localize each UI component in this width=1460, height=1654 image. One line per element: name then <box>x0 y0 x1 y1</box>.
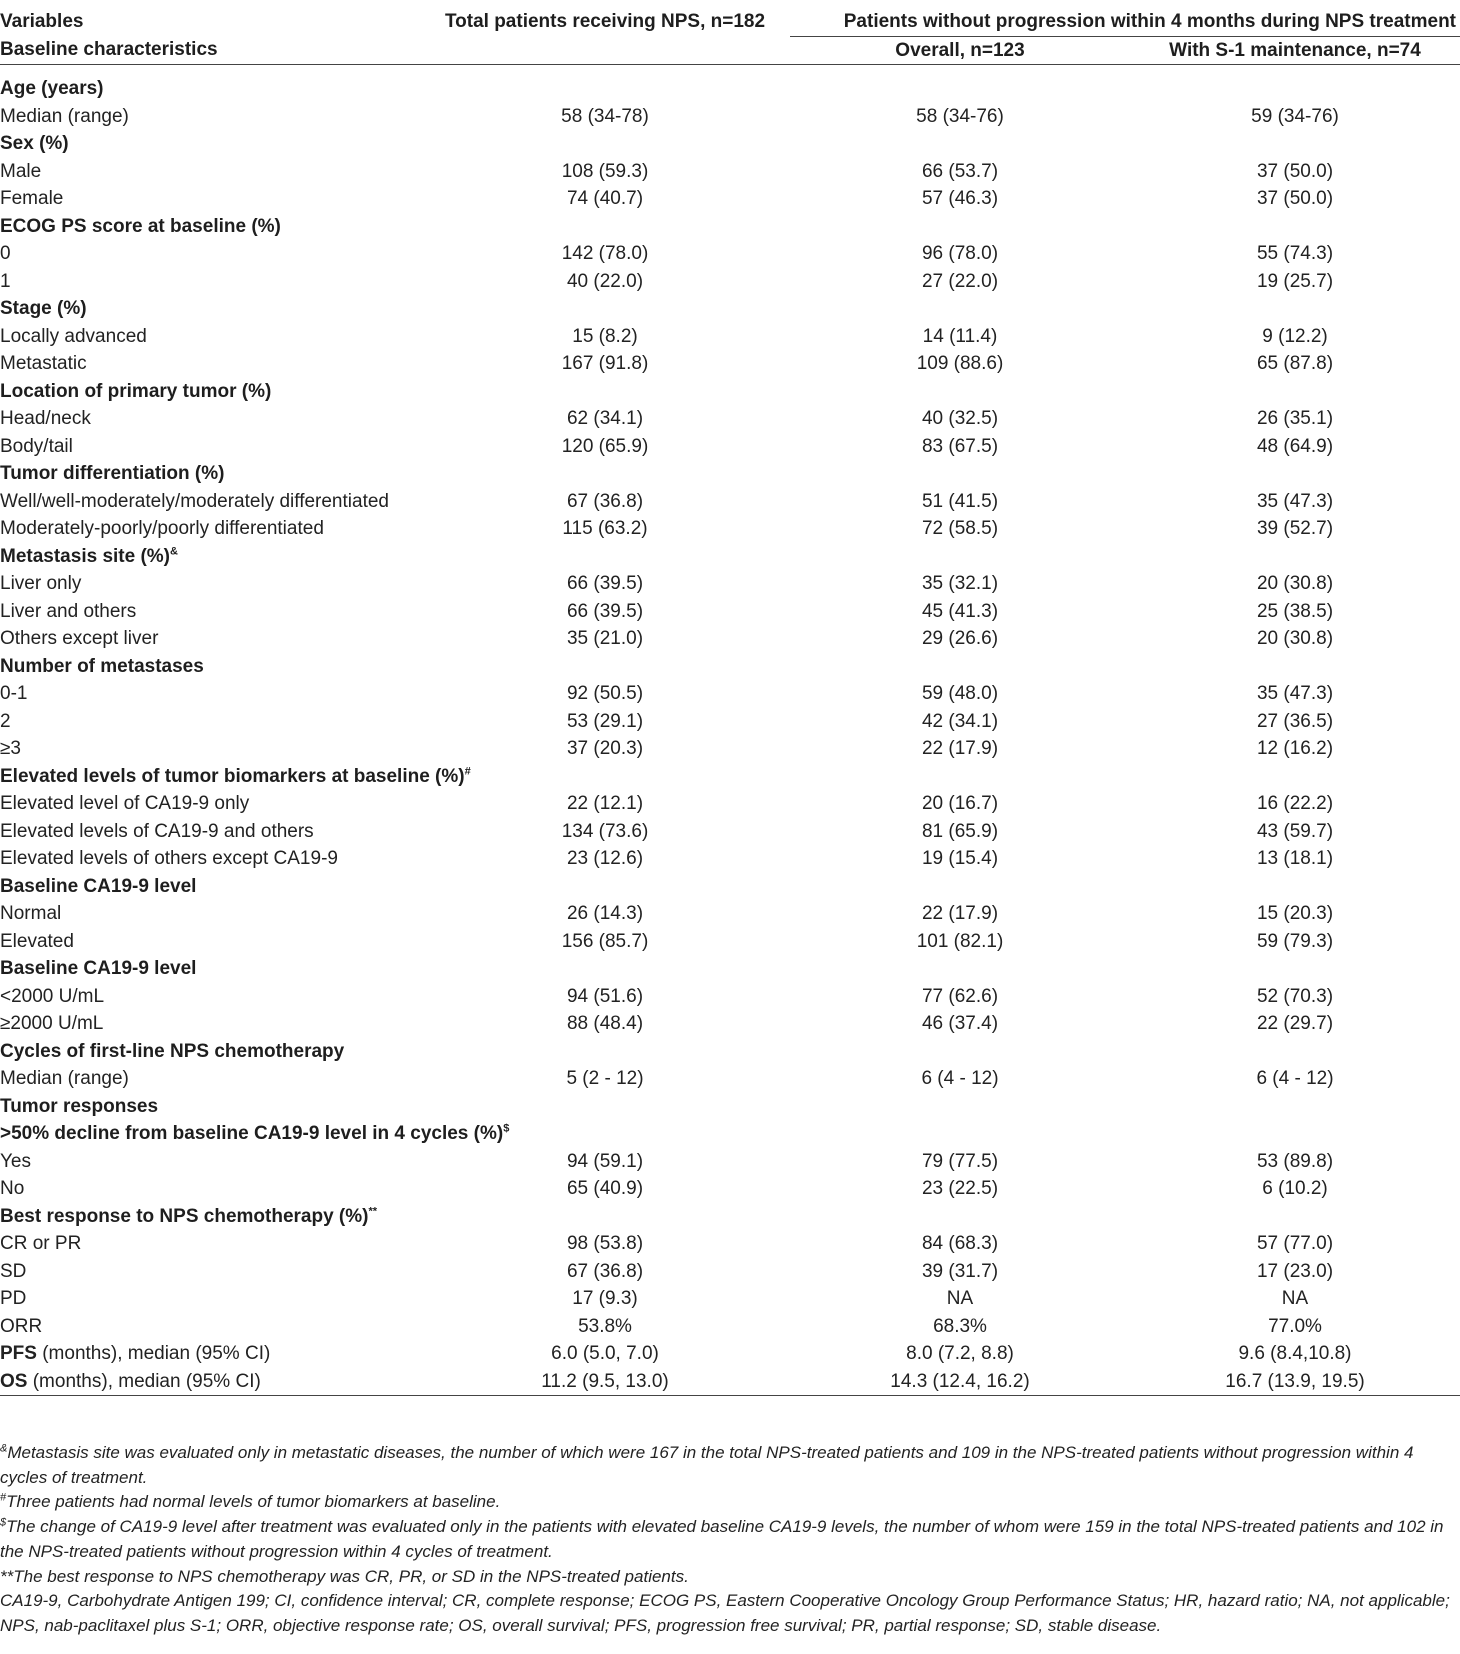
overall-value: 84 (68.3) <box>921 1233 999 1254</box>
table-row <box>0 1148 1460 1176</box>
section-row <box>0 213 1460 241</box>
overall-value: 57 (46.3) <box>921 188 999 209</box>
section-row <box>0 543 1460 571</box>
row-label: Head/neck <box>0 408 91 429</box>
section-label: Baseline CA19-9 level <box>0 958 197 979</box>
row-label <box>0 1340 420 1368</box>
section-label: Sex (%) <box>0 133 69 154</box>
section-row <box>0 873 1460 901</box>
table-row <box>0 350 1460 378</box>
s1-value: 13 (18.1) <box>1256 848 1334 869</box>
section-label: Number of metastases <box>0 655 204 677</box>
section-label: Age (years) <box>0 78 104 99</box>
table-row <box>0 1065 1460 1093</box>
s1-value: 6 (4 - 12) <box>1256 1068 1334 1089</box>
overall-value: 68.3% <box>933 1315 987 1337</box>
table-row <box>0 845 1460 873</box>
row-label: Well/well-moderately/moderately differentiated <box>0 490 389 512</box>
total-value: 40 (22.0) <box>566 270 644 292</box>
s1-value: 55 (74.3) <box>1256 243 1334 264</box>
table-row <box>0 103 1460 131</box>
s1-value: 26 (35.1) <box>1256 408 1334 429</box>
total-value: 53 (29.1) <box>566 710 644 732</box>
footnote-text: Three patients had normal levels of tumor biomarkers at baseline. <box>6 1492 501 1512</box>
table-row <box>0 680 1460 708</box>
overall-value: 66 (53.7) <box>921 160 999 182</box>
overall-value: 79 (77.5) <box>921 1150 999 1172</box>
total-value: 66 (39.5) <box>566 573 644 594</box>
s1-value: 12 (16.2) <box>1256 738 1334 759</box>
total-value: 37 (20.3) <box>566 738 644 759</box>
row-label: 1 <box>0 270 11 292</box>
section-label: ECOG PS score at baseline (%) <box>0 215 281 237</box>
table-body <box>0 75 1460 1396</box>
footnote <box>0 1589 1460 1638</box>
overall-value: 27 (22.0) <box>921 270 999 292</box>
s1-value: 16 (22.2) <box>1256 793 1334 814</box>
overall-value: 42 (34.1) <box>921 710 999 732</box>
overall-value: 96 (78.0) <box>921 243 999 264</box>
overall-value: 59 (48.0) <box>921 683 999 704</box>
total-value: 94 (51.6) <box>566 985 644 1007</box>
table-row <box>0 1258 1460 1286</box>
s1-value: 20 (30.8) <box>1256 573 1334 594</box>
table-row <box>0 1230 1460 1258</box>
section-label: Location of primary tumor (%) <box>0 380 272 402</box>
s1-value: 20 (30.8) <box>1256 628 1334 649</box>
s1-value: 43 (59.7) <box>1256 820 1334 842</box>
section-row <box>0 763 1460 791</box>
overall-value: 14 (11.4) <box>922 325 998 347</box>
header-empty <box>420 36 790 65</box>
total-value: 108 (59.3) <box>561 160 649 182</box>
row-label: Liver and others <box>0 600 137 622</box>
row-label: Female <box>0 188 64 209</box>
s1-value: 52 (70.3) <box>1256 985 1334 1007</box>
footnote <box>0 1515 1460 1564</box>
total-value: 94 (59.1) <box>566 1150 644 1172</box>
row-label-rest: (months), median (95% CI) <box>36 1343 271 1364</box>
header-without-progression: Patients without progression within 4 months during NPS treatment <box>843 11 1457 32</box>
table-row <box>0 790 1460 818</box>
section-row <box>0 460 1460 488</box>
table-row <box>0 240 1460 268</box>
section-row <box>0 75 1460 103</box>
section-label: Elevated levels of tumor biomarkers at baseline (%)# <box>0 765 471 787</box>
header-total: Total patients receiving NPS, n=182 <box>444 11 766 33</box>
s1-value: 9.6 (8.4,10.8) <box>1238 1343 1352 1364</box>
total-value: 74 (40.7) <box>566 188 644 209</box>
row-label: Normal <box>0 903 62 924</box>
total-value: 62 (34.1) <box>566 408 644 429</box>
row-label: Metastatic <box>0 353 87 374</box>
table-row <box>0 1285 1460 1313</box>
row-label-bold: OS <box>0 1370 28 1392</box>
total-value: 5 (2 - 12) <box>566 1068 644 1089</box>
footnote-text: Metastasis site was evaluated only in metastatic diseases, the number of which were 167 in the total NPS-treated patients and 109 in the NPS-treated patients without progression within 4 cycles of treatment. <box>0 1443 1414 1487</box>
total-value: 98 (53.8) <box>566 1233 644 1254</box>
total-value: 53.8% <box>578 1315 632 1337</box>
header-s1-maintenance: With S-1 maintenance, n=74 <box>1130 36 1460 65</box>
table-row <box>0 1340 1460 1368</box>
table-row <box>0 735 1460 763</box>
s1-value: 16.7 (13.9, 19.5) <box>1130 1368 1460 1396</box>
overall-value: 109 (88.6) <box>916 353 1004 374</box>
overall-value: 8.0 (7.2, 8.8) <box>906 1343 1014 1364</box>
table-row <box>0 708 1460 736</box>
footnote-marker: # <box>464 765 471 778</box>
total-value: 156 (85.7) <box>561 930 649 952</box>
header-overall: Overall, n=123 <box>790 36 1130 65</box>
total-value: 35 (21.0) <box>566 628 644 649</box>
s1-value: 37 (50.0) <box>1256 160 1334 182</box>
table-row <box>0 515 1460 543</box>
row-label: Median (range) <box>0 105 129 127</box>
section-row <box>0 1120 1460 1148</box>
overall-value: 77 (62.6) <box>921 985 999 1007</box>
row-label <box>0 1368 420 1396</box>
section-row <box>0 1038 1460 1066</box>
row-label: Elevated levels of CA19-9 and others <box>0 820 314 842</box>
header-baseline: Baseline characteristics <box>0 36 420 65</box>
overall-value: 45 (41.3) <box>921 600 999 622</box>
total-value: 65 (40.9) <box>566 1178 644 1199</box>
row-label: <2000 U/mL <box>0 985 105 1007</box>
total-value: 120 (65.9) <box>561 435 649 457</box>
overall-value: 101 (82.1) <box>916 930 1004 952</box>
row-label: CR or PR <box>0 1233 82 1254</box>
section-row <box>0 1203 1460 1231</box>
s1-value: 59 (79.3) <box>1256 930 1334 952</box>
table-row <box>0 1010 1460 1038</box>
row-label: 0 <box>0 243 11 264</box>
row-label: ≥2000 U/mL <box>0 1013 104 1034</box>
total-value: 142 (78.0) <box>561 243 649 264</box>
section-label: Metastasis site (%)& <box>0 545 178 567</box>
footnote <box>0 1565 1460 1590</box>
s1-value: 37 (50.0) <box>1256 188 1334 209</box>
s1-value: 17 (23.0) <box>1256 1260 1334 1282</box>
total-value: 15 (8.2) <box>572 325 638 347</box>
s1-value: 22 (29.7) <box>1256 1013 1334 1034</box>
section-label: Tumor responses <box>0 1095 159 1117</box>
total-value: 17 (9.3) <box>572 1288 638 1309</box>
total-value: 22 (12.1) <box>566 793 644 814</box>
overall-value: NA <box>946 1288 974 1309</box>
table-row <box>0 185 1460 213</box>
total-value: 23 (12.6) <box>566 848 644 869</box>
overall-value: 51 (41.5) <box>921 490 999 512</box>
row-label: Liver only <box>0 573 82 594</box>
row-label: Elevated <box>0 930 74 952</box>
table-row <box>0 570 1460 598</box>
overall-value: 19 (15.4) <box>921 848 999 869</box>
overall-value: 23 (22.5) <box>921 1178 999 1199</box>
section-label: >50% decline from baseline CA19-9 level in 4 cycles (%)$ <box>0 1122 510 1144</box>
section-label: Stage (%) <box>0 298 87 319</box>
footnote-text: The change of CA19-9 level after treatment was evaluated only in the patients with elevated baseline CA19-9 levels, the number of whom were 159 in the total NPS-treated patients and 102 in the NPS-treated patients without progression within 4 cycles of treatment. <box>0 1517 1444 1561</box>
row-label: Male <box>0 160 42 182</box>
row-label-rest: (months), median (95% CI) <box>27 1370 261 1392</box>
row-label: Locally advanced <box>0 325 147 347</box>
table-row <box>0 983 1460 1011</box>
overall-value: 83 (67.5) <box>921 435 999 457</box>
section-row <box>0 1093 1460 1121</box>
footnote-marker: $ <box>503 1122 510 1135</box>
section-label: Baseline CA19-9 level <box>0 875 197 897</box>
s1-value: 59 (34-76) <box>1251 105 1339 127</box>
table-row <box>0 928 1460 956</box>
table-footnotes <box>0 1441 1460 1639</box>
section-row <box>0 295 1460 323</box>
section-label: Best response to NPS chemotherapy (%)** <box>0 1205 378 1227</box>
s1-value: NA <box>1281 1288 1309 1309</box>
overall-value: 6 (4 - 12) <box>921 1068 999 1089</box>
table-row <box>0 323 1460 351</box>
s1-value: 27 (36.5) <box>1256 710 1334 732</box>
row-label-bold: PFS <box>0 1343 37 1364</box>
s1-value: 6 (10.2) <box>1262 1178 1328 1199</box>
section-row <box>0 378 1460 406</box>
row-label: Moderately-poorly/poorly differentiated <box>0 518 324 539</box>
row-label: ≥3 <box>0 738 21 759</box>
header-variables: Variables <box>0 11 84 33</box>
table-row <box>0 625 1460 653</box>
overall-value: 46 (37.4) <box>921 1013 999 1034</box>
footnote-text: **The best response to NPS chemotherapy was CR, PR, or SD in the NPS-treated patients. <box>0 1566 689 1586</box>
s1-value: 65 (87.8) <box>1256 353 1334 374</box>
total-value: 6.0 (5.0, 7.0) <box>551 1343 659 1364</box>
s1-value: 39 (52.7) <box>1256 518 1334 539</box>
overall-value: 40 (32.5) <box>921 408 999 429</box>
overall-value: 35 (32.1) <box>921 573 999 594</box>
overall-value: 58 (34-76) <box>916 105 1004 127</box>
table-row <box>0 598 1460 626</box>
overall-value: 39 (31.7) <box>921 1260 999 1282</box>
row-label: Median (range) <box>0 1068 129 1089</box>
overall-value: 72 (58.5) <box>921 518 999 539</box>
header-row-1 <box>0 8 1460 36</box>
s1-value: 35 (47.3) <box>1256 490 1334 512</box>
overall-value: 14.3 (12.4, 16.2) <box>790 1368 1130 1396</box>
overall-value: 29 (26.6) <box>921 628 999 649</box>
s1-value: 35 (47.3) <box>1256 683 1334 704</box>
total-value: 115 (63.2) <box>562 518 648 539</box>
total-value: 66 (39.5) <box>566 600 644 622</box>
table-row <box>0 158 1460 186</box>
footnote-symbol: & <box>0 1442 8 1455</box>
row-label: 2 <box>0 710 11 732</box>
overall-value: 20 (16.7) <box>921 793 999 814</box>
table-row <box>0 1368 1460 1396</box>
footnote-symbol: $ <box>0 1516 7 1529</box>
table-row <box>0 900 1460 928</box>
row-label: SD <box>0 1260 27 1282</box>
row-label: PD <box>0 1288 27 1309</box>
total-value: 67 (36.8) <box>566 490 644 512</box>
overall-value: 81 (65.9) <box>921 820 999 842</box>
table-row <box>0 488 1460 516</box>
row-label: 0-1 <box>0 683 28 704</box>
total-value: 11.2 (9.5, 13.0) <box>420 1368 790 1396</box>
s1-value: 53 (89.8) <box>1256 1150 1334 1172</box>
overall-value: 22 (17.9) <box>921 738 999 759</box>
row-label: Others except liver <box>0 628 159 649</box>
section-row <box>0 955 1460 983</box>
table-row <box>0 268 1460 296</box>
footnote <box>0 1441 1460 1490</box>
section-label: Tumor differentiation (%) <box>0 463 225 484</box>
row-label: Yes <box>0 1150 31 1172</box>
total-value: 92 (50.5) <box>566 683 644 704</box>
s1-value: 25 (38.5) <box>1256 600 1334 622</box>
table-row <box>0 433 1460 461</box>
footnote <box>0 1490 1460 1515</box>
total-value: 134 (73.6) <box>561 820 649 842</box>
table-row <box>0 405 1460 433</box>
footnote-symbol: # <box>0 1491 7 1504</box>
s1-value: 9 (12.2) <box>1262 325 1328 347</box>
section-row <box>0 653 1460 681</box>
baseline-characteristics-table <box>0 8 1460 1396</box>
section-row <box>0 130 1460 158</box>
s1-value: 77.0% <box>1268 1315 1322 1337</box>
total-value: 58 (34-78) <box>561 105 649 127</box>
row-label: ORR <box>0 1315 43 1337</box>
s1-value: 48 (64.9) <box>1256 435 1334 457</box>
table-row <box>0 1313 1460 1341</box>
footnote-marker: ** <box>368 1205 378 1218</box>
footnote-marker: & <box>170 545 178 558</box>
total-value: 26 (14.3) <box>566 903 644 924</box>
s1-value: 19 (25.7) <box>1256 270 1334 292</box>
row-label: Elevated level of CA19-9 only <box>0 793 250 814</box>
row-label: Body/tail <box>0 435 73 457</box>
row-label: No <box>0 1178 25 1199</box>
total-value: 67 (36.8) <box>566 1260 644 1282</box>
total-value: 167 (91.8) <box>561 353 649 374</box>
table-row <box>0 1175 1460 1203</box>
overall-value: 22 (17.9) <box>921 903 999 924</box>
section-label: Cycles of first-line NPS chemotherapy <box>0 1040 345 1062</box>
header-row-2 <box>0 36 1460 65</box>
table-row <box>0 818 1460 846</box>
s1-value: 57 (77.0) <box>1256 1233 1334 1254</box>
row-label: Elevated levels of others except CA19-9 <box>0 848 338 869</box>
total-value: 88 (48.4) <box>566 1013 644 1034</box>
s1-value: 15 (20.3) <box>1256 903 1334 924</box>
footnote-text: CA19-9, Carbohydrate Antigen 199; CI, confidence interval; CR, complete response; ECOG PS, Eastern Cooperative Oncology Group Performance Status; HR, hazard ratio; NA, not applicable; NPS, nab-paclitaxel plus S-1; ORR, objective response rate; OS, overall survival; PFS, progression free survival; PR, partial response; SD, stable disease. <box>0 1591 1450 1635</box>
